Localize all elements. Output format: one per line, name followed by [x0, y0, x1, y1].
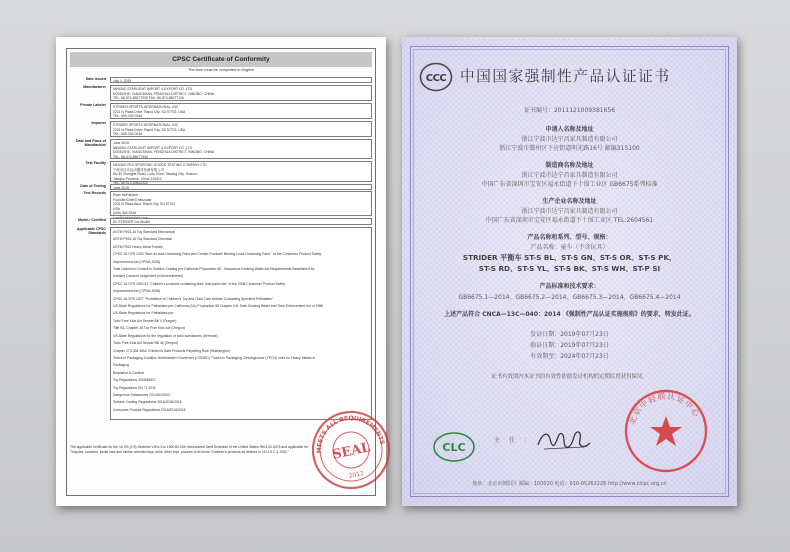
field-value-box [110, 227, 372, 420]
field-value-line: CPSC 16 CFR 1303 "Ban of Lead-Containing Paint and Certain Products Bearing Lead-Containing Paint," of the Consumer Product Safety [113, 252, 322, 257]
field-label: Private Labeler [80, 103, 106, 107]
manufacturer-name: 浙江宁波市达宁昌家具制造有限公司 [521, 172, 618, 179]
field-row [70, 77, 372, 83]
field-value-line: Ryan McFarland [113, 193, 138, 197]
field-value-line: Chapter 173-334 WAC Children's Safe Products Reporting Rule (Washington) [113, 348, 230, 353]
director-label: 主任： [494, 437, 540, 444]
field-value-line: TEL: 605-342-0246 [113, 132, 143, 137]
field-value-line: 2231 N Plaza Blvd, Rapid City, SD 57702 [113, 202, 176, 207]
field-value-line: Improvement Act (CPSIA 2008) [113, 259, 161, 264]
field-value-line: ID: STRIDER 14x Model [113, 220, 150, 224]
field-value-line: 2231 N Plaza Drive, Rapid City, SD 57702, USA [113, 109, 186, 114]
field-value-line: Toy Regulations 2009/48/EC [113, 378, 156, 383]
seal-label: SEAL [330, 440, 372, 463]
issue-date: 发证日期：2019年07月23日 [530, 331, 609, 338]
field-value-line: US-State Regulations for the regulation of toxic substances (Vermont) [113, 333, 218, 338]
clc-logo-icon [432, 431, 476, 463]
field-value-line: ASTM F963-16 Toy Standard Mechanical [113, 230, 175, 234]
factory-address: 中国广东省深圳市宝安区福永街道下十围工业区 TEL:2604561 [485, 217, 654, 224]
renewal-date: 换证日期：2019年07月23日 [530, 342, 609, 349]
ccc-logo-icon [419, 62, 453, 92]
field-value-line: July 1, 2019 [113, 79, 132, 83]
field-row [70, 121, 372, 137]
validity-note: 证书有效期内本证书的有效性依据发证机构的定期监督获得保持。 [491, 374, 648, 380]
field-value-line: Toxics in Packaging Coalition Northeastern Governors (CONEG) "Toxics in Packaging Clearinghouse (TPCH) rules for Heavy Metals in [113, 355, 316, 360]
field-value-line: Dangerous Substances 2014/20/2003 [113, 392, 170, 397]
field-value-line: TEL: 86-574-88077000 FAX: 86-574-88077126 [113, 96, 184, 101]
field-value-line: (605) 342-0246 [113, 211, 137, 216]
factory-name: 浙江宁波市达宁昌家具制造有限公司 [521, 208, 618, 215]
standard-label: 产品标准和技术要求： [539, 283, 600, 290]
field-value-line: Jiangsu Province, China 215412 [113, 176, 162, 181]
field-label: Test Records [83, 191, 106, 195]
field-label: Date Issued [85, 77, 106, 81]
field-value-box [110, 77, 372, 83]
field-value-box [110, 121, 372, 137]
red-seal-stamp [306, 405, 396, 495]
field-label: Applicable CPSC Standards [76, 227, 106, 236]
field-value-line: ASTM F963 Heavy Metal Toxicity [113, 244, 163, 249]
field-value-box [110, 103, 372, 119]
field-value-line: 2231 N Plaza Drive, Rapid City, SD 57702, USA [113, 127, 186, 132]
field-value-line: TEL: 86-574-88077000 [113, 154, 148, 159]
certificate-title: CPSC Certificate of Conformity [70, 52, 372, 67]
factory-label: 生产企业名称及地址 [542, 198, 597, 205]
field-value-box [110, 139, 372, 159]
field-row [70, 191, 372, 216]
field-value-line: US-State Regulations for Phthalates per California (CA) Proposition 65 Chapter 6.8, Safe Drinking Water and Toxic Enforcement Act of 1986 [113, 304, 324, 309]
field-value-line: DONGSHE, XIANGSHAN, FENGHUA DISTRICT, NINGBO, CHINA [113, 150, 215, 155]
field-value-line: STRIDER SPORTS INTERNATIONAL, INC [113, 123, 179, 127]
field-row [70, 161, 372, 182]
field-value-line: NINGBO STARLIGHT IMPORT & EXPORT CO.,LTD [113, 145, 193, 150]
field-value-box [110, 218, 372, 225]
field-value-line: NINGBO STARLIGHT IMPORT & EXPORT CO.,LTD [113, 87, 193, 91]
field-row [70, 85, 372, 101]
field-value-line: Industry Consent Judgement (w/Amendments) [113, 274, 183, 279]
certificate-subtitle: The form must be completed in English [188, 68, 254, 72]
field-row [70, 227, 372, 420]
field-value-line: Toy Regulations EN 71 2011 [113, 385, 156, 390]
svg-text:北京中轻联认证中心 [627, 391, 702, 426]
field-value-box [110, 191, 372, 216]
field-label: Manufacturer [83, 85, 106, 89]
field-value-line: DONGSHE, XIANGSHAN, FENGHUA DISTRICT, NINGBO, CHINA [113, 91, 215, 96]
field-label: Date and Place of Manufacture [76, 139, 106, 148]
field-value-box [110, 161, 372, 182]
field-value-line: STRIDER SPORTS INTERNATIONAL, INC [113, 105, 179, 109]
director-signature [534, 425, 592, 455]
stamp-ring-text: 北京中轻联认证中心 [627, 391, 702, 426]
field-value-line: June 2019 [113, 186, 129, 190]
field-value-line: CPSC 16 CFR 1500.91 "Children's products containing lead: lead paint rule" of the 2008 Consumer Product Safety [113, 281, 286, 286]
field-value-line: TEL: 605-342-0246 [113, 114, 143, 119]
field-value-line: 宁波市佳乐运动器材检测有限公司 [113, 167, 164, 172]
clc-logo-text: CLC [442, 441, 466, 454]
applicant-label: 申请人名称及地址 [545, 126, 594, 133]
field-row [70, 139, 372, 159]
field-label: Date of Testing [80, 184, 106, 188]
ccc-logo-text: CCC [425, 73, 447, 84]
field-value-line: Improvement Act (CPSIA 2008) [113, 289, 161, 294]
product-models-line-1: STRIDER 平衡车 ST-S BL、ST-S GN、ST-S OR、ST-S PK、 [462, 253, 677, 262]
field-row [70, 218, 372, 225]
certificate-footer: The applicable certificate for the 16 CR (4.9) Sections VIII.b-3 is 1500.83.004 Harmonized Tariff Schedule of the United States 9503.00.0073 and applicable for Tricycles, scooters, pedal cars and similar wheeled toys; dolls, other toys, puzzles of all kinds "Children's products as defined in 15 U.S.C § 2052." [70, 445, 309, 454]
field-value-line: Founder/Chief Enthusiast [113, 197, 152, 202]
field-value-line: USA [113, 206, 120, 211]
certificate-title: 中国国家强制性产品认证证书 [460, 68, 671, 85]
certificate-footer: 地址：北京市朝阳区 邮编：100020 电话：010-65262226 http://www.clcpc.org.cn [472, 481, 667, 487]
field-value-box [110, 184, 372, 190]
field-value-line: ASTM F963-16 Toy Standard Chemical [113, 237, 172, 242]
seal-year: 2012 [348, 469, 365, 480]
standard-list: GB6675.1—2014、GB6675.2—2014、GB6675.3—2014、GB6675.4—2014 [458, 294, 681, 301]
field-value-line: Total Cadmium Content in Surface Coating per California Proposition 65 - Hazardous Drinking Water Act Requirements Established by [113, 267, 315, 272]
product-label: 产品名称和系列、型号、规格： [527, 234, 612, 241]
expiry-date: 有效期至：2024年07月23日 [530, 353, 609, 360]
certificate-number: 证书编号：2011121009381656 [523, 107, 616, 114]
manufacturer-label: 制造商名称及地址 [545, 162, 594, 169]
field-label: Test Facility [85, 161, 106, 165]
field-label: Importer [91, 121, 106, 125]
field-label: Model / Certified [78, 218, 106, 222]
field-value-line: NINGBO FKD SPORTING GOODS TESTING COMPANY LTD [113, 163, 207, 167]
field-row [70, 103, 372, 119]
field-value-line: Toxic Free Kids Act Senate Bill 4 (Oregon) [113, 318, 177, 323]
product-name: 产品名称：童车（不含玩具） [530, 244, 609, 251]
certification-center-stamp [617, 382, 715, 480]
field-value-line: Consumer Product Regulations 2016/2016/2015 [113, 407, 186, 412]
manufacturer-address: 中国广东省深圳市宝安区福永街道下十围工业区 GB6675系列标准 [481, 181, 658, 188]
cpsc-certificate [56, 37, 386, 506]
field-value-box [110, 85, 372, 101]
field-value-line: No.30 Zhonghe Road, Ludu Town, Taicang City, Suzhou, [113, 172, 199, 177]
applicant-address: 浙江宁波市鄞州区下应街道明光路16号 邮编315100 [499, 145, 640, 152]
field-value-line: June 2019 [113, 141, 129, 145]
ccc-certificate [402, 37, 737, 506]
rules-statement: 上述产品符合 CNCA—13C—040：2014 《强制性产品认证实施规则》的要求，特发此证。 [444, 311, 695, 318]
field-value-line: Toxic Free Kids Act Senate Bill 46 (Oregon) [113, 341, 179, 346]
field-value-line: CPSC 16 CFR 1307 "Prohibition of Children's Toy and Child Care Articles Containing Specified Phthalates" [113, 296, 274, 301]
field-value-line: Bisphenol A Content [113, 370, 144, 375]
field-value-line: Title 9A, Chapter 26 Tox Free Kids Act (Oregon) [113, 326, 185, 331]
product-models-line-2: ST-S RD、ST-S YL、ST-S BK、ST-S WH、ST-P SI [478, 264, 661, 273]
field-value-line: US-State Regulations for Phthalates per: [113, 311, 175, 316]
applicant-name: 浙江宁波市达宁昌家具制造有限公司 [521, 136, 618, 143]
field-row [70, 184, 372, 190]
field-value-line: Surface Coating Regulations 2016/2016/2015 [113, 400, 182, 405]
field-value-line: Packaging [113, 363, 129, 368]
star-icon [650, 416, 682, 446]
seal-ring-text: MEETS ALL REQUIREMENTS [315, 414, 386, 454]
